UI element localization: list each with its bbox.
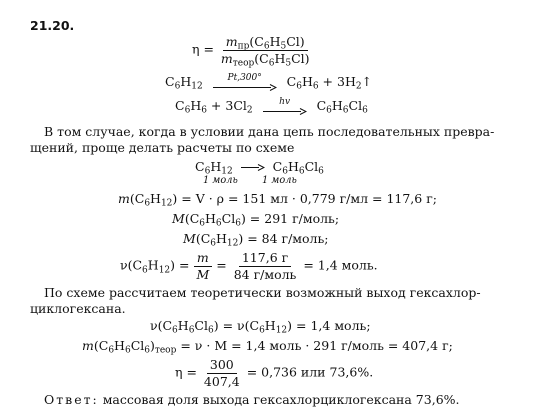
moles-fraction-numeric: $\frac{117,6 г}{\text{84 г/моль}}$ [233,250,297,282]
yield-fraction [218,34,313,69]
arrow-right-icon [241,164,265,171]
answer-text: массовая доля выхода гексахлорциклогексана 73,6%. [98,392,460,407]
molar-mass-product-value: = 291 г/моль; [245,211,340,226]
molar-mass-product-line: $M(C_6H_6Cl_6) = 291$ г/моль; [172,211,340,229]
arrow-condition-label: hv [279,97,291,107]
yield-numerator: $m_{пр}(C_6H_5Cl)$ [223,34,308,51]
yield-formula-lhs: η = [192,41,214,57]
calc-mass-line: $m(C_6H_{12}) = V \cdot \rho = 151$ мл · 0,779 г/мл = 117,6 г; [118,191,437,209]
arrow-condition-label: Pt,300° [227,73,262,83]
answer-line [44,394,460,407]
scheme-reaction: $C_6H_{12}$ $C_6H_6Cl_6$ [195,159,324,177]
paragraph-line: щений, проще делать расчеты по схеме [30,140,295,155]
calc-mass-value: = V · ρ = 151 мл · 0,779 г/мл = 117,6 г; [177,191,437,206]
yield-formula [192,34,313,69]
moles-equal-value: = 1,4 моль; [292,318,371,333]
eta-result: = 0,736 или 73,6%. [246,364,374,380]
reaction-arrow [263,98,307,115]
molar-mass-reactant-value: = 84 г/моль; [243,231,329,246]
theor-mass-value: = ν · M = 1,4 моль · 291 г/моль = 407,4 г; [176,338,453,353]
yield-denominator: $m_{теор}(C_6H_5Cl)$ [220,50,310,69]
problem-number: 21.20. [30,18,75,33]
moles-fraction-symbolic: $\frac{m}{M}$ [193,250,212,282]
scheme-mol-right: 1 моль [262,175,297,186]
arrow-right-icon [213,84,277,91]
reaction-arrow [213,74,277,91]
moles-line: $\nu(C_6H_{12})$ = $\frac{m}{M}$ = $\frac{117,6 г}{\text{84 г/моль}}$ = 1,4 моль. [120,250,378,282]
moles-equal-line: $\nu(C_6H_6Cl_6) = \nu(C_6H_{12}) = 1,4$ моль; [150,318,371,336]
answer-label: Ответ: [44,392,99,407]
moles-result: = 1,4 моль. [303,257,378,273]
paragraph-line: По схеме рассчитаем теоретически возможный выход гексахлор- [44,285,481,300]
eta-calc-line: η = $\frac{300}{407,4}$ = 0,736 или 73,6%. [175,357,374,389]
theor-mass-line: $m(C_6H_6Cl_6)_{теор} = \nu \cdot M = 1,4$ моль · 291 г/моль = 407,4 г; [82,338,453,356]
reaction-dehydrogenation: $C_6H_{12}$ Pt,300° $C_6H_6$ + $3H_2↑$ [165,73,373,92]
molar-mass-reactant-line: $M(C_6H_{12}) = 84$ г/моль; [183,231,329,249]
arrow-right-icon [263,108,307,115]
eta-fraction: $\frac{300}{407,4}$ [203,357,240,389]
scheme-mol-left: 1 моль [203,175,238,186]
paragraph-line: В том случае, когда в условии дана цепь последовательных превра- [44,124,495,139]
reaction-chlorination: $C_6H_6 + 3Cl_2$ hv $C_6H_6Cl_6$ [175,97,368,116]
paragraph-line: циклогексана. [30,301,126,316]
